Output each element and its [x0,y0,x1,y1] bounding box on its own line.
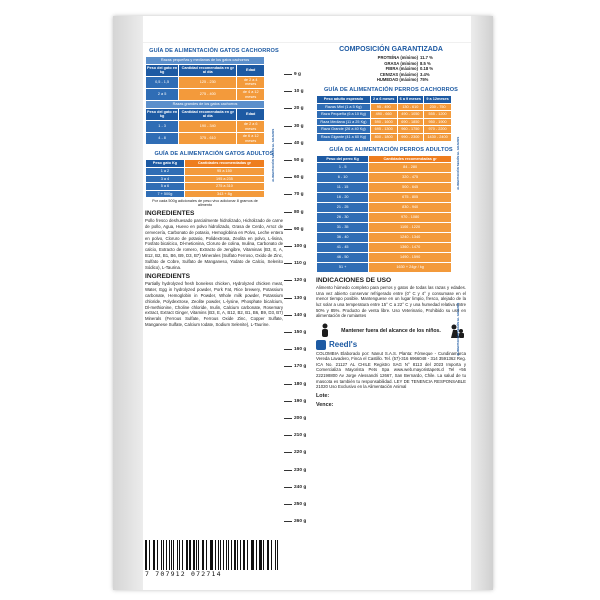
table-cell: 1 a 2 [146,167,185,175]
ruler-tick [284,330,314,335]
tick-label: 210 g [294,433,307,439]
table-row [317,213,452,223]
barcode-bar [196,540,197,570]
table-cell: 343 + 8g [184,190,264,198]
table-cell: 1 - 5 [317,163,369,173]
table-row [317,111,452,119]
tick-label: 170 g [294,364,307,370]
dog-puppy-table [316,95,452,142]
tick-line [284,212,292,213]
cat-puppy-guide-title: GUÍA DE ALIMENTACIÓN GATOS CACHORROS [149,48,279,54]
table-cell: 950 - 1900 [424,118,452,126]
tick-line [284,263,292,264]
barcode-bar [268,540,269,570]
barcode-bar [146,540,147,570]
barcode-bar [231,540,232,570]
table-cell: 1240 - 1340 [369,233,452,243]
table-cell: de 2 a 4 meses [237,76,265,88]
ruler-tick [284,89,314,94]
table-cell: 970 - 1080 [369,213,452,223]
tick-label: 90 g [294,226,304,232]
tick-label: 9 g [294,72,301,77]
table-cell: 4 - 8 [146,133,179,145]
table-header: Peso adulto esperado [317,95,371,103]
ruler-tick [284,106,314,111]
tick-line [284,452,292,453]
ruler-tick [284,227,314,232]
lote-label: Lote: [316,392,330,399]
barcode-bar [171,540,172,570]
col-weight: Peso gato Kg [146,160,185,168]
brand-mark-icon [316,340,326,350]
table-cell: 41 - 45 [317,243,369,253]
table-row [317,126,452,134]
barcode-bar [247,540,248,570]
tick-label: 140 g [294,312,307,318]
barcode-bar [193,540,195,570]
tick-label: 20 g [294,106,304,112]
tick-label: 260 g [294,519,307,525]
barcode-bar [211,540,213,570]
tick-label: 100 g [294,244,307,249]
table-cell: 960 - 1750 [397,126,424,134]
tick-label: 80 g [294,209,304,215]
table-cell: 16 - 20 [317,193,369,203]
tick-label: 150 g [294,330,307,335]
tick-line [284,246,292,247]
tick-label: 120 g [294,278,307,284]
table-row [317,233,452,243]
ruler-tick [284,450,314,455]
brand-name: Reedl's [329,340,358,350]
ruler-tick [284,192,314,197]
dog-adult-table [316,155,452,274]
ingredients-title-en: INGREDIENTS [145,273,191,281]
vertical-label-3: ALIMENTACIÓN SEGÚN EL GRAMOS [456,302,460,356]
table-cell: 0,5 - 1,5 [146,76,179,88]
composition-key: GRASA (mínimo) [384,60,418,66]
table-cell: 375 - 610 [179,133,237,145]
measure-ruler [284,72,314,542]
tick-label: 180 g [294,381,307,387]
table-cell: 84 - 280 [369,163,452,173]
table-row [317,133,452,141]
adult-note: Por cada 500g adicionales de peso vivo adicionar 8 gramos de alimento [152,199,258,208]
table-cell: Raza Pequeña (6 a 10 Kg) [317,111,371,119]
tick-label: 50 g [294,158,304,163]
ruler-tick [284,278,314,283]
ruler-tick [284,296,314,301]
table-cell: de 6 a 12 meses [237,133,265,145]
ruler-tick [284,347,314,352]
composition-value: 3.4% [420,71,430,77]
tick-line [284,229,292,230]
ruler-tick [284,72,314,77]
composition-value: 11.7 % [420,55,433,60]
barcode-bar [252,540,254,570]
barcode-bar [166,540,167,570]
ingredients-en: Partially hydrolyzed fresh boneless chicken, Hydrolyzed chicken meat, Water, Egg in hydrolyzed powder, Pork Fat, Rice brewery, Potassium carbonate, Hemoglobin in Powder, Whole milk powder, Potassium chloride, Polydextrose, Zeolite powder, L-lysine, Phosphate bicalcium, Dl-methionine, Choline chloride, Inulin, Calcium carbonate, Rosemary extract, Extract Ginger, Vitamins (B3, E, A, B12, B2, B1, B6, B9, D3, B7) Minerals (Ferrous Sulfate, Ferrous Oxide Zinc, Copper Sulfate, Manganese Sulfate, Calcium Iodate, Sodium Selenite), L-Taurine. [145,281,283,328]
barcode-bar [263,540,264,570]
col-qty: Cantidad recomendada en gr al día [179,108,237,120]
table-row [317,253,452,263]
tick-label: 60 g [294,175,304,181]
barcode-bar [149,540,150,570]
tick-label: 230 g [294,467,307,473]
tick-label: 70 g [294,192,304,198]
tick-line [284,470,292,471]
table-row [317,118,452,126]
ruler-tick [284,124,314,129]
table-cell: 990 - 2300 [397,133,424,141]
table-row [317,203,452,213]
table-row [317,163,452,173]
table-cell: 970 - 2200 [424,126,452,134]
table-cell: 95 a 150 [184,167,264,175]
vence-label: Vence: [316,401,334,408]
table-cell: 555 - 1200 [424,111,452,119]
table-cell: 800 - 1800 [370,133,397,141]
table-cell: 275 - 400 [179,88,237,100]
table-cell: Razas Mini (1 a 5 Kg) [317,103,371,111]
keep-away-row [316,322,466,340]
tick-line [284,401,292,402]
table-cell: Raza Gigante (41 a 60 Kg) [317,133,371,141]
tick-label: 130 g [294,295,307,301]
composition-row [316,77,466,83]
barcode-bars [145,540,279,570]
tick-line [284,108,292,109]
tick-label: 160 g [294,347,307,353]
composition-key: CENIZAS (máximo) [379,71,418,77]
table-header: 9 a 12meses [424,95,452,103]
table-cell: de 2 a 6 meses [237,120,265,132]
tick-line [284,487,292,488]
dog-adult-title: GUÍA DE ALIMENTACIÓN PERROS ADULTOS [329,146,453,153]
package-top-seal [143,16,471,43]
tick-line [284,194,292,195]
barcode-bar [277,540,278,570]
tick-label: 40 g [294,140,304,146]
table-cell: 26 - 30 [317,213,369,223]
table-cell: 6 - 10 [317,173,369,183]
ruler-tick [284,433,314,438]
table-cell: 1630 + 24gr / kg [369,263,452,273]
table-cell: Raza Grande (26 a 40 Kg) [317,126,371,134]
barcode-bar [234,540,236,570]
ruler-tick [284,502,314,507]
barcode-bar [228,540,229,570]
usage-text: Alimento húmedo completo para perros y gatos de todas las razas y edades. Una vez abierto conservar refrigerado entre (0° C y 4° y consumase en el menor tiempo posible. Mantenguese en un lugar limpio, fresco, alejado de la luz solar a una temperatura entre 15° C a 22° C y una humedad relativa entre 50% y 85%. Producto de venta libre. Uso Veterinario, Prohibido su uso en alimentación de rumiantes [316,285,466,319]
tick-line [284,280,292,281]
ruler-tick [284,141,314,146]
ruler-tick [284,261,314,266]
table-cell: 490 - 660 [370,111,397,119]
dog-puppy-rows [317,103,452,141]
col-age: Edad [237,108,265,120]
tick-label: 110 g [294,261,307,267]
table-cell: 95 - 490 [370,103,397,111]
table-cell: 5 a 6 [146,183,185,191]
tick-label: 190 g [294,398,307,404]
table-cell: 590 - 1600 [370,118,397,126]
table-header: 2 a 6 meses [370,95,397,103]
barcode-bar [177,540,179,570]
tick-line [284,504,292,505]
table-cell: 500 - 645 [369,183,452,193]
tick-label: 250 g [294,502,307,507]
col-age: Edad [237,64,265,76]
composition-key: PROTEÍNA (mínimo) [377,55,418,60]
col-weight: Peso del gato en kg [146,64,179,76]
table-cell: 695 - 1300 [370,126,397,134]
composition-list [316,55,466,83]
col-qty: Cantidades recomendadas gr [184,160,264,168]
table-cell: 275 a 310 [184,183,264,191]
tick-line [284,298,292,299]
barcode-number: 7 707912 072714 [145,570,222,578]
table-cell: 830 - 940 [369,203,452,213]
right-column [316,46,466,408]
tick-line [284,366,292,367]
composition-key: FIBRA (máximo) [385,66,418,72]
ruler-tick [284,468,314,473]
barcode [145,540,279,580]
composition-title: COMPOSICIÓN GARANTIZADA [339,46,443,53]
table-row [317,243,452,253]
table-cell: 690 - 1850 [397,118,424,126]
large-breeds-header: Razas grandes de los gatos cachorros [146,101,265,109]
tick-label: 30 g [294,123,304,129]
barcode-bar [240,540,241,570]
tick-line [284,315,292,316]
table-cell: 1100 - 1220 [369,223,452,233]
small-breeds-header: Razas pequeñas y medianas de los gatos cachorros [146,57,265,65]
ruler-tick [284,364,314,369]
tick-line [284,91,292,92]
table-cell: 31 - 35 [317,223,369,233]
table-cell: 190 - 340 [179,120,237,132]
table-cell: 11 - 15 [317,183,369,193]
tick-label: 240 g [294,484,307,490]
tick-line [284,177,292,178]
left-column [145,46,283,328]
tick-line [284,384,292,385]
barcode-bar [237,540,238,570]
tick-line [284,126,292,127]
table-cell: 1490 - 1590 [369,253,452,263]
table-row [317,103,452,111]
barcode-bar [260,540,261,570]
col-qty: Cantidades recomendadas gr [369,155,452,163]
ruler-tick [284,244,314,249]
table-cell: 125 - 230 [179,76,237,88]
composition-key: HUMEDAD (máximo) [376,77,418,83]
tick-label: 10 g [294,89,304,95]
table-cell: 7 + 500g [146,190,185,198]
table-cell: Raza Mediana (11 a 25 Kg) [317,118,371,126]
composition-value: 0.18 % [420,66,434,72]
brand-logo [316,340,466,350]
table-cell: 675 - 805 [369,193,452,203]
barcode-bar [173,540,174,570]
barcode-bar [223,540,224,570]
barcode-bar [203,540,204,570]
table-cell: 46 - 50 [317,253,369,263]
ruler-tick [284,485,314,490]
table-cell: 3 a 4 [146,175,185,183]
ruler-tick [284,313,314,318]
table-cell: 1360 - 1470 [369,243,452,253]
tick-line [284,143,292,144]
table-cell: 1430 - 2400 [424,133,452,141]
vertical-label-2: ALIMENTACIÓN SEGÚN EL GRAMOS [456,136,460,190]
barcode-bar [271,540,272,570]
table-cell: 36 - 40 [317,233,369,243]
ruler-tick [284,210,314,215]
barcode-bar [244,540,245,570]
cat-adult-table [145,159,265,198]
ingredients-title-es: INGREDIENTES [145,210,195,218]
ruler-tick [284,399,314,404]
package-right-fold [471,16,493,590]
cat-puppy-small-table [145,56,265,145]
dog-puppy-title: GUÍA DE ALIMENTACIÓN PERROS CACHORROS [323,86,459,93]
cat-adult-guide-title: GUÍA DE ALIMENTACIÓN GATOS ADULTOS [154,151,274,158]
table-row [317,193,452,203]
ruler-tick [284,175,314,180]
table-cell: 51 + [317,263,369,273]
tick-line [284,74,292,75]
table-cell: 490 - 1050 [397,111,424,119]
child-icon [316,322,334,340]
package-left-fold [113,16,143,590]
col-qty: Cantidad recomendada en gr al día [179,64,237,76]
tick-line [284,332,292,333]
barcode-bar [256,540,257,570]
composition-value: 75% [420,77,429,83]
tick-line [284,418,292,419]
table-cell: 21 - 25 [317,203,369,213]
barcode-bar [215,540,216,570]
barcode-bar [157,540,159,570]
tick-line [284,160,292,161]
barcode-bar [163,540,164,570]
table-cell: de 4 a 12 meses [237,88,265,100]
tick-line [284,349,292,350]
table-row [317,223,452,233]
tick-line [284,435,292,436]
table-cell: 320 - 475 [369,173,452,183]
col-weight: Peso del perro Kg [317,155,369,163]
barcode-bar [189,540,190,570]
barcode-bar [198,540,199,570]
ruler-tick [284,416,314,421]
tick-label: 220 g [294,450,307,456]
table-cell: 195 a 235 [184,175,264,183]
dog-adult-rows [317,163,452,273]
col-weight: Peso del gato en kg [146,108,179,120]
barcode-bar [206,540,207,570]
table-row [317,263,452,273]
composition-value: 8.5 % [420,60,431,66]
barcode-bar [154,540,155,570]
ingredients-es: Pollo fresco deshuesado parcialmente hidrolizado, Hidrolizado de carne de pollo, Agua, Huevo en polvo hidrolizado, Grasa de Cerdo, Arroz de cervecería, Carbonato de potasio, Hemoglobina en Polvo, Leche entera en polvo, Cloruro de potasio, Polidextrosa, Zeolita en polvo, L-lisina, Fosfato bicalcico, Dl-metionina, Cloruro de colina, Inulina, Carbonato de calcio, Extracto de romero, Extracto de Jengibre, Vitaminas (B3, E, A, B12, B2, B1, B6, B9, D3, B7) Minerales (Sulfato Ferroso, Oxido de Zinc, Sulfato de Cobre, Sulfato de Manganeso, Yodato de Calcio, Selenito Sódico), L-Taurina. [145,218,283,270]
table-cell: 1 - 3 [146,120,179,132]
barcode-bar [179,540,180,570]
table-cell: 2 a 5 [146,88,179,100]
table-cell: 230 - 750 [424,103,452,111]
table-row [317,173,452,183]
ruler-tick [284,519,314,524]
legal-text: COLOMBIA Elaborado por: Nanut S.A.S. Planta: Fómeque - Cundinamarca Vereda Lavadero, Finca el Castillo. Tel. (57)-316 6966048 - 314 3591362 Reg. ICA No. 21127 AL CHILE Registro SAG N° 8113 del 2023 Importa y Comercializa Mayorista Pets Spa www.web.mayoristapets.cl Tel +56 222198800 Av Jorge Alessandri 12667, San Bernardo, Chile. La salud de tu mascota es también tu responsabilidad. LEY DE TENENCIA RESPONSABLE 21020 Uso Exclusivo en la Alimentación Animal [316,350,466,390]
barcode-bar [187,540,188,570]
barcode-bar [182,540,183,570]
table-row [317,183,452,193]
table-cell: 130 - 610 [397,103,424,111]
usage-title: INDICACIONES DE USO [316,277,392,285]
table-header: 6 a 9 meses [397,95,424,103]
tick-line [284,521,292,522]
vertical-label: ALIMENTACIÓN SEGÚN EL GRAMOS [271,128,275,182]
ruler-tick [284,382,314,387]
barcode-bar [220,540,221,570]
tick-label: 200 g [294,416,307,421]
ruler-tick [284,158,314,163]
keep-away-text: Mantener fuera del alcance de los niños. [341,327,441,334]
